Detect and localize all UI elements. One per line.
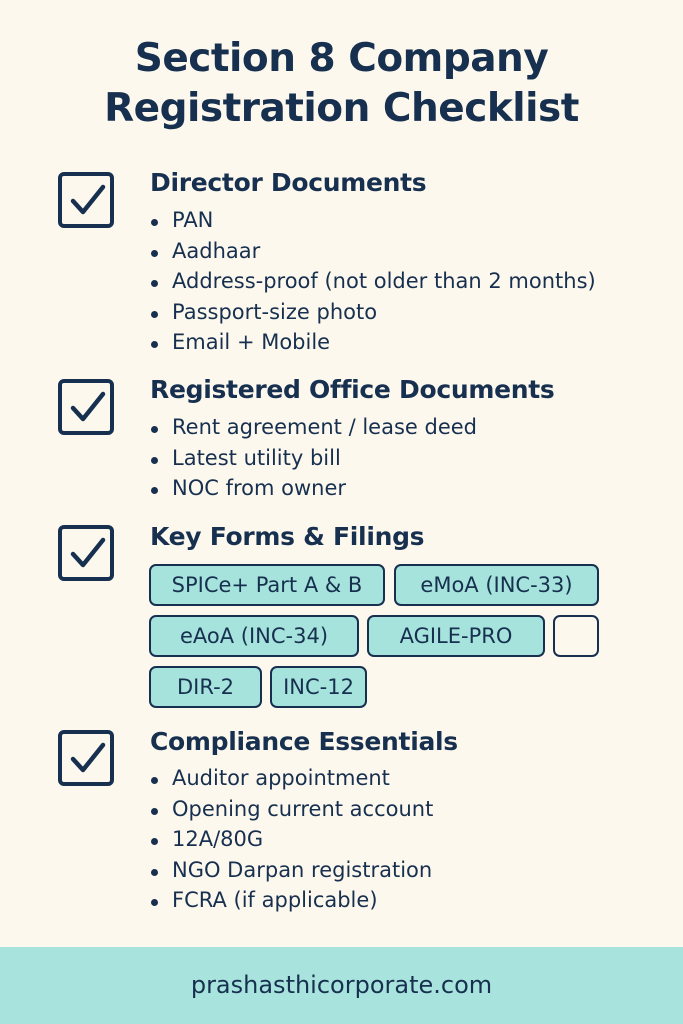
title-line-1: Section 8 Company [134,36,549,81]
form-chip-inc-12: INC-12 [270,666,367,708]
form-chip-spice: SPICe+ Part A & B [149,564,385,606]
list-item: Aadhaar [150,236,596,267]
checkmark-icon [68,181,108,221]
list-item: Passport-size photo [150,297,596,328]
list-item: Latest utility bill [150,443,477,474]
director-documents-checkbox[interactable] [58,172,114,228]
list-item: FCRA (if applicable) [150,885,433,916]
compliance-list [150,763,433,916]
list-item: NOC from owner [150,473,477,504]
office-documents-heading: Registered Office Documents [150,375,555,404]
title-line-2: Registration Checklist [104,86,579,131]
form-chip-eaoa: eAoA (INC-34) [149,615,359,657]
form-chip-emoa: eMoA (INC-33) [394,564,599,606]
checkmark-icon [68,739,108,779]
list-item: Rent agreement / lease deed [150,412,477,443]
list-item: Auditor appointment [150,763,433,794]
form-chip-agile-pro: AGILE-PRO [367,615,545,657]
forms-filings-heading: Key Forms & Filings [150,522,425,551]
director-documents-list [150,205,596,358]
list-item: Opening current account [150,794,433,825]
form-chip-dir-2: DIR-2 [149,666,262,708]
director-documents-heading: Director Documents [150,168,427,197]
compliance-heading: Compliance Essentials [150,727,458,756]
form-chip-empty [553,615,599,657]
office-documents-list [150,412,477,504]
compliance-checkbox[interactable] [58,730,114,786]
list-item: 12A/80G [150,824,433,855]
list-item: Email + Mobile [150,327,596,358]
forms-filings-checkbox[interactable] [58,525,114,581]
list-item: Address-proof (not older than 2 months) [150,266,596,297]
checkmark-icon [68,534,108,574]
list-item: NGO Darpan registration [150,855,433,886]
page-title [0,34,683,134]
website-link[interactable]: prashasthicorporate.com [190,971,493,999]
list-item: PAN [150,205,596,236]
checkmark-icon [68,388,108,428]
office-documents-checkbox[interactable] [58,379,114,435]
footer-band [0,947,683,1024]
